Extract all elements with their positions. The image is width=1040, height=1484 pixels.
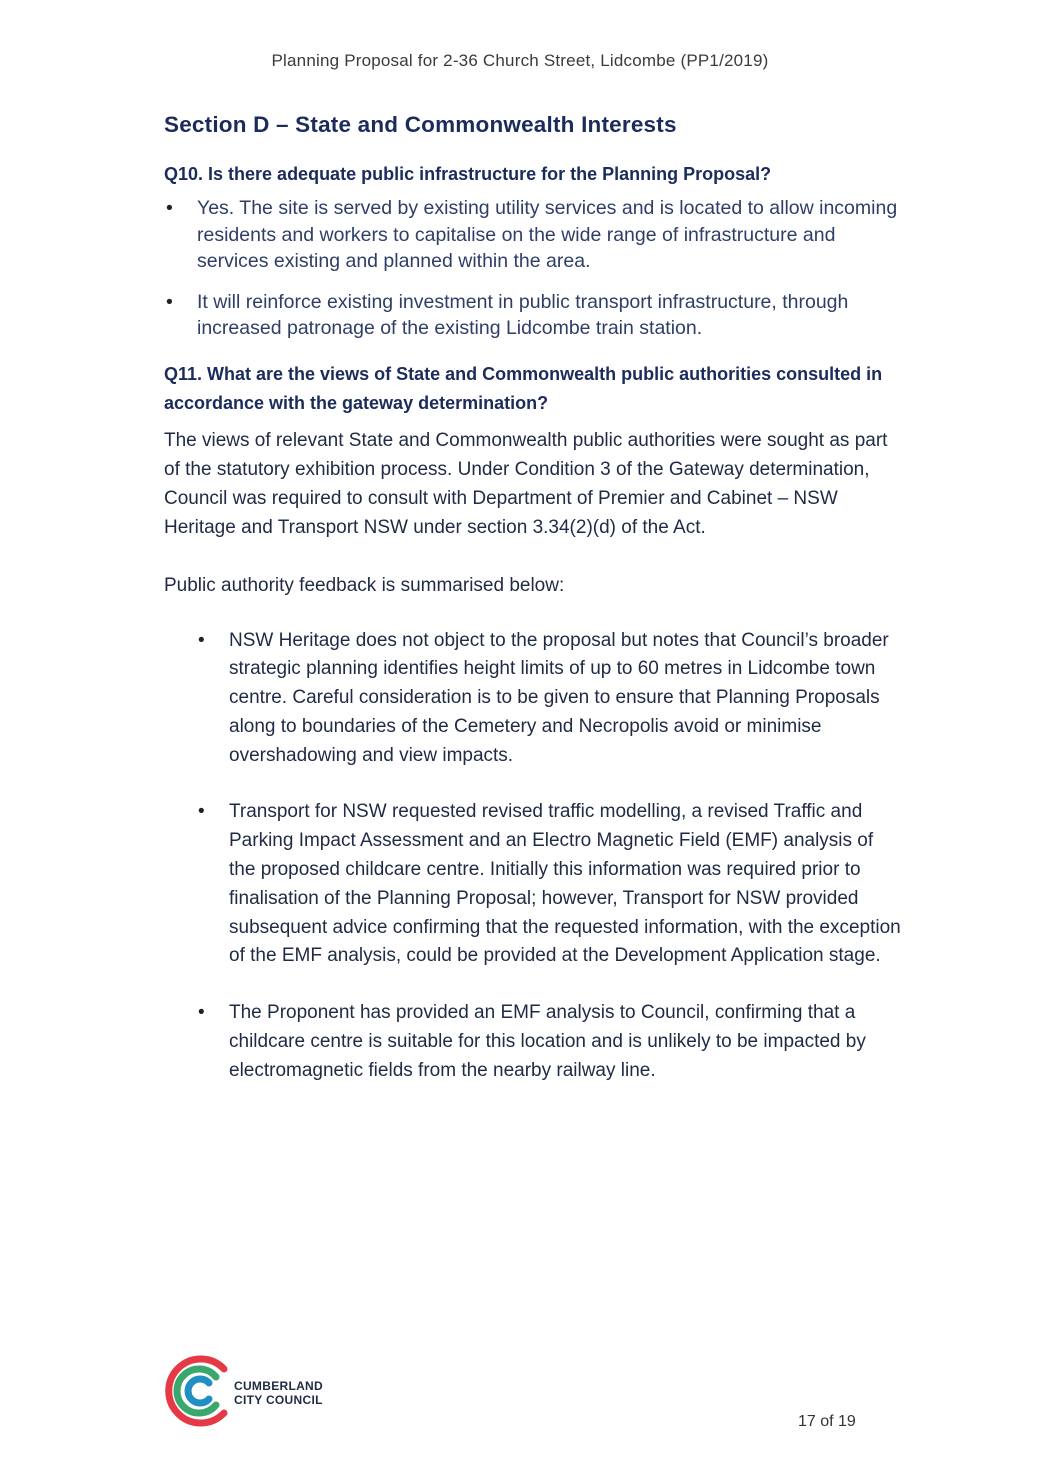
logo-line-2: CITY COUNCIL [234, 1393, 323, 1407]
council-logo-mark-icon [164, 1355, 230, 1427]
q11-paragraph: The views of relevant State and Commonwealth public authorities were sought as part of the statutory exhibition process. Under Condition 3 of the Gateway determination, Council was required to consult with Department of Premier and Cabinet – NSW Heritage and Transport NSW under section 3.34(2)(d) of the Act. [164, 429, 888, 538]
logo-line-1: CUMBERLAND [234, 1379, 323, 1393]
logo-text [234, 1379, 323, 1407]
list-item: • Yes. The site is served by existing utility services and is located to allow incoming residents and workers to capitalise on the wide range of infrastructure and services existing and planned within the area. [164, 195, 904, 275]
section-heading: Section D – State and Commonwealth Interests [164, 112, 677, 137]
council-logo [164, 1355, 344, 1427]
page-content [164, 112, 904, 1114]
page-number: 17 of 19 [798, 1413, 856, 1430]
list-item: • It will reinforce existing investment in public transport infrastructure, through increased patronage of the existing Lidcombe train station. [164, 289, 904, 342]
feedback-list [164, 627, 904, 1086]
list-item: • Transport for NSW requested revised traffic modelling, a revised Traffic and Parking Impact Assessment and an Electro Magnetic Field (EMF) analysis of the proposed childcare centre. Initially this information was required prior to finalisation of the Planning Proposal; however, Transport for NSW provided subsequent advice confirming that the requested information, with the exception of the EMF analysis, could be provided at the Development Application stage. [164, 798, 904, 971]
q10-heading: Q10. Is there adequate public infrastructure for the Planning Proposal? [164, 164, 772, 184]
q11-heading: Q11. What are the views of State and Commonwealth public authorities consulted in accordance with the gateway determination? [164, 363, 883, 413]
q10-list [164, 195, 904, 342]
list-item: • The Proponent has provided an EMF analysis to Council, confirming that a childcare centre is suitable for this location and is unlikely to be impacted by electromagnetic fields from the nearby railway line. [164, 999, 904, 1085]
page-header: Planning Proposal for 2-36 Church Street, Lidcombe (PP1/2019) [271, 51, 769, 70]
feedback-intro: Public authority feedback is summarised below: [164, 574, 565, 596]
list-item: • NSW Heritage does not object to the proposal but notes that Council’s broader strategic planning identifies height limits of up to 60 metres in Lidcombe town centre. Careful consideration is to be given to ensure that Planning Proposals along to boundaries of the Cemetery and Necropolis avoid or minimise overshadowing and view impacts. [164, 627, 904, 771]
